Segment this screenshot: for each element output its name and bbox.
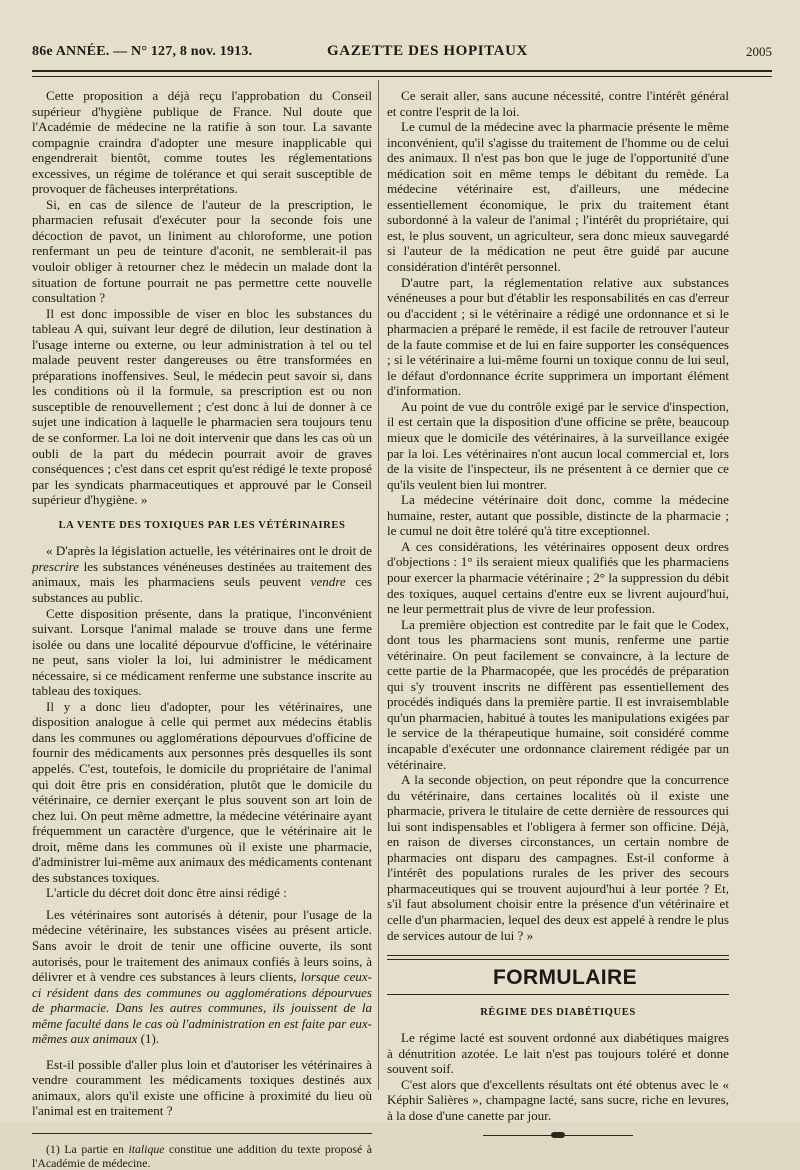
paragraph: Il y a donc lieu d'adopter, pour les vétérinaires, une disposition analogue à celle qui permet aux médecins établis dans les communes ou agglomérations dépourvues d'officine de fournir des médicaments aux personnes près desquelles ils sont appelés. C'est, toutefois, le domicile du propriétaire de l'animal qui doit être pris en considération, plutôt que le domicile du vétérinaire, ce dernier exerçant le plus souvent son art loin de chez lui. On peut même admettre, la médecine vétérinaire ayant fréquemment un caractère d'urgence, que le vétérinaire ait le droit, même dans les communes où il existe une pharmacie, d'administrer lui-même aux animaux des médicaments contenant des substances toxiques. <box>32 698 372 885</box>
header-rule <box>32 70 772 77</box>
footnote: (1) La partie en italique constitue une addition du texte proposé à l'Académie de médecine. <box>32 1142 372 1170</box>
paragraph: Si, en cas de silence de l'auteur de la prescription, le pharmacien refusait d'exécuter pour la seconde fois une décoction de pavot, un liniment au chloroforme, une potion renfermant un peu de teinture d'aconit, ne semblerait-il pas vouloir obliger à retourner chez le médecin un malade dont la situation de fortune pourrait ne pas permettre cette nouvelle consultation ? <box>32 196 372 306</box>
page-number: 2005 <box>746 44 772 59</box>
paragraph: A ces considérations, les vétérinaires opposent deux ordres d'objections : 1° ils seraient mieux qualifiés que les pharmaciens pour exercer la pharmacie vétérinaire ; 2° la suppression du débit des toxiques, auquel certains d'entre eux se livrent aujourd'hui, ne leur permettrait plus de vivre de leur profession. <box>387 538 729 617</box>
page-header <box>32 44 772 64</box>
subsection-title: RÉGIME DES DIABÉTIQUES <box>480 1006 636 1018</box>
formulaire-rule-top <box>387 955 729 960</box>
paragraph: Ce serait aller, sans aucune nécessité, contre l'intérêt général et contre l'esprit de la loi. <box>387 88 729 119</box>
paragraph: Le cumul de la médecine avec la pharmacie présente le même inconvénient, qu'il s'agisse du traitement de l'homme ou de celui des animaux. Il n'est pas bon que le juge de l'opportunité d'une médication soit en même temps le débitant du remède. La médecine vétérinaire est, d'ailleurs, une médecine essentiellement économique, le prix du traitement étant subordonné à la valeur de l'animal ; l'intérêt du propriétaire, qui est, le plus souvent, un agriculteur, sera donc mieux sauvegardé si l'auteur de la médication ne peut être guidé par aucune considération d'intérêt personnel. <box>387 119 729 275</box>
ornament-divider <box>483 1133 633 1139</box>
paragraph: Cette disposition présente, dans la pratique, l'inconvénient suivant. Lorsque l'animal malade se trouve dans une ferme isolée ou dans une localité dépourvue d'officine, le vétérinaire ne peut, sans violer la loi, lui administrer le médicament nécessaire, si ce médicament renferme une substance inscrite au tableau des toxiques. <box>32 605 372 699</box>
paragraph: Au point de vue du contrôle exigé par le service d'inspection, il est certain que la disposition d'une officine se prête, beaucoup mieux que le domicile des vétérinaires, à la surveillance exigée par la loi. Les vétérinaires n'ont aucun local commercial et, lors de la visite de l'inspecteur, ils ne présentent à ce dernier que ce qu'ils veulent bien lui montrer. <box>387 398 729 492</box>
paragraph: Est-il possible d'aller plus loin et d'autoriser les vétérinaires à vendre couramment les médicaments toxiques destinés aux animaux, alors qu'il existe une officine à proximité du lieu où l'animal est en traitement ? <box>32 1056 372 1119</box>
footnote-rule <box>32 1133 372 1134</box>
section-title: LA VENTE DES TOXIQUES PAR LES VÉTÉRINAIRES <box>58 519 346 531</box>
paragraph: Il est donc impossible de viser en bloc les substances du tableau A qui, suivant leur degré de dilution, leur destination à l'usage interne ou externe, ou leur administration à tel ou tel malade peuvent rester dangereuses ou être transformées en préparations inoffensives. Seul, le médecin peut savoir si, dans les conditions où il la formule, sa prescription est ou non susceptible de renouvellement ; c'est donc à lui de donner à ce sujet une indication à laquelle le pharmacien sera toujours tenu de se conformer. La loi ne doit intervenir que dans les cas où un oubli de la part du médecin pourrait avoir de graves conséquences ; c'est dans cet esprit qu'est rédigé le texte proposé par les syndicats pharmaceutiques et approuvé par le Conseil supérieur d'hygiène. » <box>32 305 372 508</box>
paragraph: Cette proposition a déjà reçu l'approbation du Conseil supérieur d'hygiène publique de France. Nul doute que l'Académie de médecine ne la ratifie à son tour. La savante compagnie craindra d'adopter une mesure inapplicable qui engendrerait bientôt, comme toutes les réglementations excessives, un régime de tolérance et qui serait susceptible de provoquer de fâcheuses interprétations. <box>32 88 372 197</box>
formulaire-title: FORMULAIRE <box>493 966 637 990</box>
paragraph: L'article du décret doit donc être ainsi rédigé : <box>46 885 287 901</box>
right-column <box>387 88 729 1139</box>
paragraph: La médecine vétérinaire doit donc, comme la médecine humaine, rester, autant que possible, distincte de la pharmacie ; le cumul ne doit être toléré qu'à titre exceptionnel. <box>387 492 729 539</box>
decree-quote <box>32 907 372 1047</box>
paragraph: « D'après la législation actuelle, les vétérinaires ont le droit de prescrire les substances vénéneuses destinées au traitement des animaux, mais les pharmaciens seuls peuvent vendre ces substances au public. <box>32 543 372 605</box>
journal-title: GAZETTE DES HOPITAUX <box>327 43 528 59</box>
paragraph: D'autre part, la réglementation relative aux substances vénéneuses a pour but d'établir les responsabilités en cas d'erreur ou d'accident ; si le vétérinaire a rédigé une ordonnance et si le pharmacien a préparé le remède, il est facile de retrouver l'auteur de la faute commise et de lui en faire supporter les conséquences ; si le vétérinaire a lui-même fourni un toxique connu de lui seul, le défaut d'ordonnance écrite supprimera un important élément d'information. <box>387 274 729 399</box>
formulaire-rule-bottom <box>387 994 729 995</box>
paragraph: A la seconde objection, on peut répondre que la concurrence du vétérinaire, dans certaines localités où il existe une pharmacie, privera le titulaire de cette dernière de ressources qui lui sont indispensables et l'obligera à fermer son officine. Déjà, en raison de diverses circonstances, un certain nombre de pharmacies ont disparu des campagnes. Est-il conforme à l'intérêt des populations rurales de les priver des secours pharmaceutiques qui se trouvent aujourd'hui à leur portée ? Et, s'il faut absolument choisir entre la présence d'un vétérinaire et celle d'un pharmacien, lequel des deux est appelé à rendre le plus de services autour de lui ? » <box>387 772 729 943</box>
left-column <box>32 88 372 1170</box>
quote-paragraph: Les vétérinaires sont autorisés à détenir, pour l'usage de la médecine vétérinaire, les substances visées au présent article. Sans avoir le droit de tenir une officine ouverte, ils sont autorisés, pour le traitement des animaux confiés à leurs soins, à délivrer et à vendre ces substances à leurs clients, lorsque ceux-ci résident dans des communes ou agglomérations dépourvues de pharmacie. Dans les autres communes, ils jouissent de la même faculté dans le cas où l'administration en est faite par eux-mêmes aux animaux (1). <box>32 906 372 1047</box>
paragraph: C'est alors que d'excellents résultats ont été obtenus avec le « Képhir Salières », champagne lacté, sans sucre, riche en levures, à la dose d'une canette par jour. <box>387 1076 729 1123</box>
paragraph: Le régime lacté est souvent ordonné aux diabétiques maigres à dénutrition azotée. Le lait n'est pas toujours toléré et donne souvent soif. <box>387 1030 729 1077</box>
paragraph: La première objection est contredite par le fait que le Codex, dont tous les pharmaciens sont munis, renferme une partie vétérinaire. On peut facilement se convaincre, à la lecture de cette partie de la Pharmacopée, que les procédés de préparation qui s'y trouvent inscrits ne diffèrent pas essentiellement des procédés indiqués dans la première partie. Il est invraisemblable qu'un pharmacien, habitué à toutes les manipulations exigées par le service de la thérapeutique humaine, soit considéré comme incapable d'exécuter une ordonnance clairement rédigée par un vétérinaire. <box>387 616 729 772</box>
column-separator <box>378 80 379 1090</box>
issue-info: 86e ANNÉE. — N° 127, 8 nov. 1913. <box>32 44 253 59</box>
